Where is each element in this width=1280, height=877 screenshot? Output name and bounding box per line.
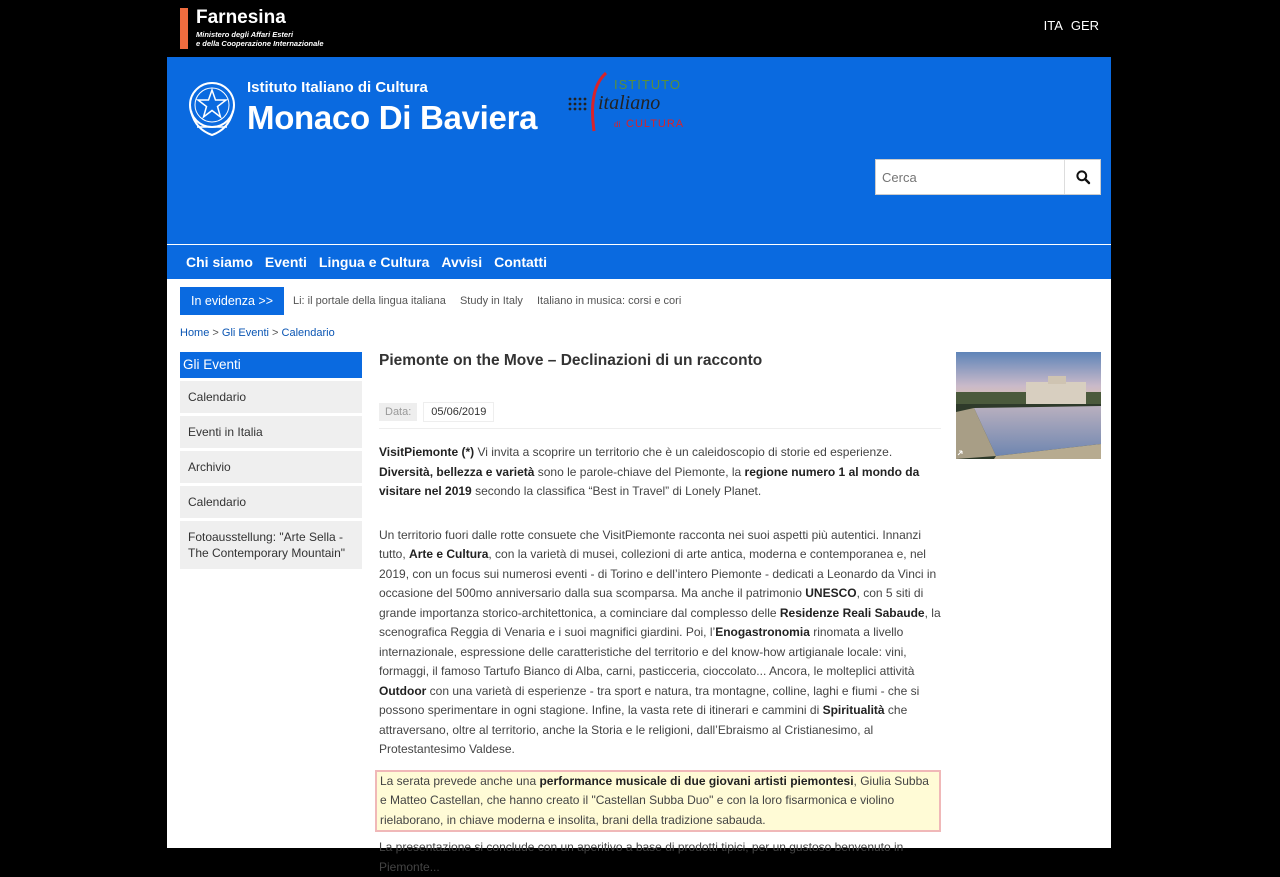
breadcrumb-gli-eventi[interactable]: Gli Eventi [221,327,269,339]
sidebar-heading[interactable]: Gli Eventi [180,352,362,378]
bold-run-4: regione numero 1 al mondo da visitare nel 2019 [379,464,920,498]
bold-run-7: Enogastronomia [715,625,810,639]
search-input[interactable] [876,160,1064,194]
language-switcher [1039,18,1099,33]
breadcrumb-calendario[interactable]: Calendario [281,327,335,339]
search-icon [1076,170,1090,184]
sidebar-item-calendario[interactable]: Calendario [180,381,362,413]
sidebar-item-calendario-2[interactable]: Calendario [180,486,362,518]
breadcrumb: Home > Gli Eventi > Calendario [180,327,335,339]
text-run-8: rinomata a livello internazionale, espressione delle caratteristiche del territorio e del know-how artigianale locale: vini, formaggi, il famoso Tartufo Bianco di Alba, carni, pasticceria, cioccolato... Ancora, le molteplici attività [379,625,915,678]
article-paragraph-2 [379,526,941,760]
content-area [167,279,1111,874]
logo-text-istituto: ISTITUTO [614,77,681,92]
article [379,352,941,877]
evidenza-link-musica[interactable]: Italiano in musica: corsi e cori [537,295,682,307]
date-row [379,402,941,429]
bold-run-5: Residenze Reali Sabaude [779,605,925,620]
lang-ger[interactable]: GER [1070,18,1099,33]
article-paragraph-4: La presentazione si conclude con un aperitivo a base di prodotti tipici, per un gustoso benvenuto in Piemonte... [379,840,904,874]
search-box [875,159,1101,195]
nav-contatti[interactable]: Contatti [494,254,547,270]
event-photo[interactable] [956,352,1101,459]
text-run-1: Vi invita a scoprire un territorio che è un caleidoscopio di storie ed esperienze. [474,445,893,459]
site-header [167,57,1111,244]
nav-eventi[interactable]: Eventi [264,254,307,270]
article-paragraph-1 [379,443,941,502]
lang-ita[interactable]: ITA [1043,18,1063,33]
bold-run-9: Outdoor [379,683,427,698]
brand-bar [180,8,188,49]
text-run-3: sono le parole-chiave del Piemonte, la [534,464,745,479]
sidebar-item-fotoausstellung[interactable]: Fotoausstellung: "Arte Sella - The Contemporary Mountain" [180,521,362,569]
breadcrumb-home[interactable]: Home [180,327,210,339]
brand-title: Farnesina [196,7,286,28]
brand-subtitle-1: Ministero degli Affari Esteri [196,30,294,39]
article-paragraph-highlight [375,770,941,833]
evidenza-link-study[interactable]: Study in Italy [459,295,523,307]
evidenza-links [293,295,692,307]
bold-run-0: VisitPiemonte (*) [379,445,475,459]
text-run-2: , con la varietà di musei, collezioni di arte antica, moderna e contemporanea e, nel 2019, con un focus sui numerosi eventi - di Torino e dell’intero Piemonte - dedicati a Leonardo da Vinci in occasione del 500mo anniversario dalla sua scomparsa. Ma anche il patrimonio [379,547,937,600]
city-title[interactable]: Monaco Di Baviera [247,99,538,136]
date-value: 05/06/2019 [423,402,494,422]
article-title: Piemonte on the Move – Declinazioni di un racconto [379,352,763,369]
nav-lingua-e-cultura[interactable]: Lingua e Cultura [318,254,430,270]
search-button[interactable] [1064,160,1100,194]
iic-logo-icon [562,69,697,141]
text-run-12: che attraversano, oltre al territorio, anche la Storia e le religioni, dall’Ebraismo al Cristianesimo, al Protestantesimo Valdese. [379,703,908,756]
bold-run-11: Spiritualità [822,703,885,717]
sidebar-item-archivio[interactable]: Archivio [180,451,362,483]
top-bar [167,0,1111,57]
text-run-0: La serata prevede anche una [380,773,540,788]
sidebar [180,352,362,569]
bold-run-2: Diversità, bellezza e varietà [379,464,535,479]
bold-run-3: UNESCO [805,586,857,600]
logo-text-di: di [614,120,621,129]
text-run-0: Un territorio fuori dalle rotte consuete che VisitPiemonte racconta nei suoi aspetti più autentici. Innanzi tutto, [379,527,922,561]
main-nav [167,244,1111,279]
text-run-2: , Giulia Subba e Matteo Castellan, che hanno creato il "Castellan Subba Duo" e con la loro fisarmonica e violino rielaborano, in chiave moderna e insolita, brani della tradizione sabauda. [380,773,929,827]
text-run-10: con una varietà di esperienze - tra sport e natura, tra montagne, colline, laghi e fiumi - che si possono sperimentare in ogni stagione. Infine, la vasta rete di itinerari e cammini di [379,683,920,717]
nav-avvisi[interactable]: Avvisi [441,254,483,270]
text-run-5: secondo la classifica “Best in Travel” di Lonely Planet. [471,484,762,498]
brand-subtitle-2: e della Cooperazione Internazionale [196,39,324,48]
logo-text-cultura: CULTURA [626,118,685,130]
in-evidenza-button[interactable]: In evidenza >> [180,287,284,315]
sidebar-item-eventi-in-italia[interactable]: Eventi in Italia [180,416,362,448]
institute-name: Istituto Italiano di Cultura [247,79,428,96]
date-label: Data: [379,403,417,421]
bold-run-1: Arte e Cultura [409,547,489,561]
text-run-6: , la scenografica Reggia di Venaria e i suoi magnifici giardini. Poi, l’ [379,605,941,639]
farnesina-logo[interactable] [180,8,324,49]
bold-run-1: performance musicale di due giovani artisti piemontesi [539,773,854,788]
nav-chi-siamo[interactable]: Chi siamo [186,254,253,270]
logo-text-italiano: italiano [598,92,661,114]
evidenza-link-li[interactable]: Li: il portale della lingua italiana [293,295,446,307]
italian-emblem-icon[interactable] [185,77,239,139]
text-run-4: , con 5 siti di grande importanza storico-architettonica, a cominciare dal complesso delle [379,586,924,620]
page [167,0,1111,874]
